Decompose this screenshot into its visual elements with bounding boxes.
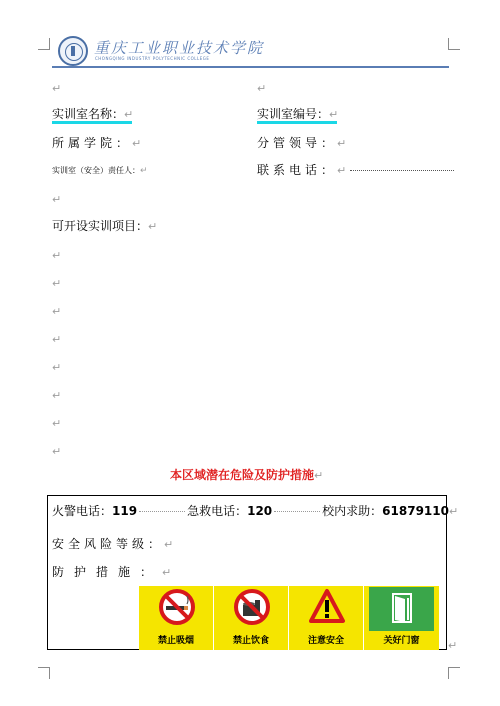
campus-number: 61879110 (382, 504, 449, 518)
sign-caution (289, 586, 364, 650)
phone-dotted-leader (350, 170, 454, 171)
hazard-info-box (47, 495, 459, 650)
empty-paragraph[interactable]: ↵ (52, 361, 62, 374)
lab-number-field[interactable]: 实训室编号：↵ (257, 107, 339, 121)
lab-name-field[interactable]: 实训室名称：↵ (52, 107, 134, 121)
sign-no-eating (214, 586, 289, 650)
projects-label: 可开设实训项目： (52, 219, 149, 233)
risk-level-label: 安全风险等级： (52, 537, 165, 551)
lab-name-underline (52, 121, 132, 124)
header-rule (52, 66, 449, 68)
end-mark: ↵ (448, 639, 458, 652)
contact-phone-label: 联系电话： (257, 163, 338, 177)
college-field[interactable]: 所属学院：↵ (52, 136, 146, 150)
empty-paragraph[interactable]: ↵ (257, 82, 267, 95)
fire-label: 火警电话： (52, 504, 113, 518)
empty-paragraph[interactable]: ↵ (52, 417, 62, 430)
sign-label: 关好门窗 (383, 636, 420, 646)
empty-paragraph[interactable]: ↵ (52, 445, 62, 458)
campus-label: 校内求助： (322, 504, 383, 518)
emergency-numbers-line[interactable]: 火警电话：119 急救电话：120 校内求助：61879110↵ (52, 504, 459, 518)
empty-paragraph[interactable]: ↵ (52, 193, 62, 206)
no-eating-icon (233, 588, 271, 626)
crop-mark-top-left (38, 38, 50, 50)
lab-number-underline (257, 121, 337, 124)
sign-no-smoking (139, 586, 214, 650)
no-smoking-icon (158, 588, 196, 626)
logo-text-en: CHONGQING INDUSTRY POLYTECHNIC COLLEGE (95, 56, 210, 61)
lab-name-label: 实训室名称： (52, 107, 125, 121)
college-seal-icon (58, 36, 88, 66)
crop-mark-bottom-left (38, 667, 50, 679)
sign-label: 禁止饮食 (232, 636, 269, 646)
emergency-label: 急救电话： (187, 504, 248, 518)
empty-paragraph[interactable]: ↵ (52, 333, 62, 346)
emergency-number: 120 (247, 504, 273, 518)
crop-mark-bottom-right (448, 667, 460, 679)
measures-label: 防护措施： (52, 565, 163, 579)
empty-paragraph[interactable]: ↵ (52, 249, 62, 262)
leader-label: 分管领导： (257, 136, 338, 150)
risk-level-field[interactable]: 安全风险等级：↵ (52, 537, 178, 551)
sign-label: 禁止吸烟 (157, 636, 194, 646)
measures-field[interactable]: 防护措施：↵ (52, 565, 172, 579)
fire-number: 119 (112, 504, 138, 518)
empty-paragraph[interactable]: ↵ (52, 389, 62, 402)
hazard-title: 本区域潜在危险及防护措施↵ (170, 468, 324, 482)
caution-icon (308, 588, 346, 626)
contact-phone-field[interactable]: 联系电话：↵ (257, 163, 454, 178)
college-logo (52, 33, 452, 67)
close-door-icon (383, 588, 421, 626)
leader-field[interactable]: 分管领导：↵ (257, 136, 351, 150)
empty-paragraph[interactable]: ↵ (52, 305, 62, 318)
safety-officer-label: 实训室（安全）责任人： (52, 166, 140, 175)
sign-close-door (364, 586, 439, 650)
projects-field[interactable]: 可开设实训项目：↵ (52, 219, 158, 233)
logo-text-cn: 重庆工业职业技术学院 (94, 39, 265, 57)
sign-label: 注意安全 (307, 636, 344, 646)
safety-officer-field[interactable]: 实训室（安全）责任人：↵ (52, 166, 148, 176)
college-label: 所属学院： (52, 136, 133, 150)
empty-paragraph[interactable]: ↵ (52, 277, 62, 290)
lab-number-label: 实训室编号： (257, 107, 330, 121)
empty-paragraph[interactable]: ↵ (52, 82, 62, 95)
safety-signs (139, 586, 441, 650)
